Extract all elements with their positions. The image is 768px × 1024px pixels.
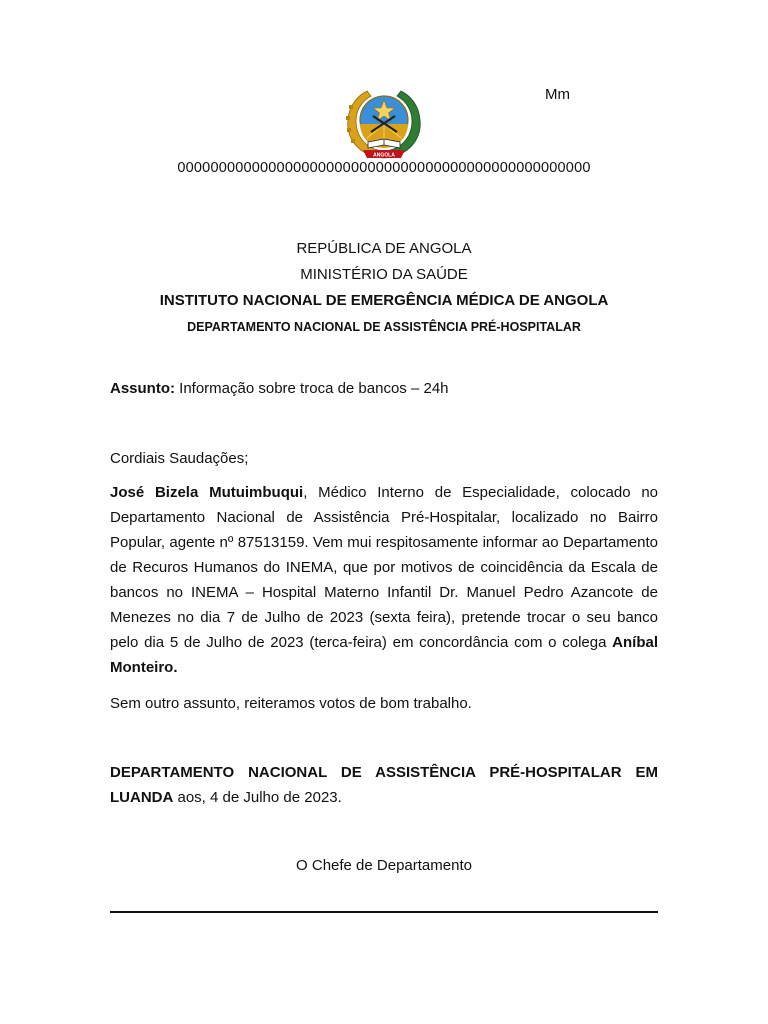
corner-mark: Mm	[545, 86, 570, 103]
emblem-caption: ANGOLA	[373, 152, 395, 159]
closing-line: Sem outro assunto, reiteramos votos de bom trabalho.	[110, 695, 472, 712]
colleague-name: Aníbal Monteiro.	[110, 634, 658, 676]
subject-text: Informação sobre troca de bancos – 24h	[175, 380, 449, 397]
header-institute: INSTITUTO NACIONAL DE EMERGÊNCIA MÉDICA DE ANGOLA	[159, 292, 609, 309]
header-republic: REPÚBLICA DE ANGOLA	[296, 240, 472, 257]
place-date-line	[110, 760, 658, 810]
subject-line	[110, 376, 658, 401]
greeting: Cordiais Saudações;	[110, 450, 249, 467]
zeros-line: 00000000000000000000000000000000000000000000000000	[177, 160, 591, 176]
place-date: aos, 4 de Julho de 2023.	[173, 789, 342, 806]
body-text: , Médico Interno de Especialidade, colocado no Departamento Nacional de Assistência Pré-Hospitalar, localizado no Bairro Popular, agente nº 87513159. Vem mui respitosamente informar ao Departamento de Recuros Humanos do INEMA, que por motivos de coincidência da Escala de bancos no INEMA – Hospital Materno Infantil Dr. Manuel Pedro Azancote de Menezes no dia 7 de Julho de 2023 (sexta feira), pretende trocar o seu banco pelo dia 5 de Julho de 2023 (terca-feira) em concordância com o colega	[110, 484, 658, 651]
signature-title: O Chefe de Departamento	[296, 857, 472, 874]
body-paragraph	[110, 480, 658, 680]
header-department: DEPARTAMENTO NACIONAL DE ASSISTÊNCIA PRÉ-HOSPITALAR	[187, 320, 581, 334]
sender-name: José Bizela Mutuimbuqui	[110, 484, 304, 501]
place-department: DEPARTAMENTO NACIONAL DE ASSISTÊNCIA PRÉ-HOSPITALAR EM LUANDA	[110, 764, 658, 806]
subject-label: Assunto:	[110, 380, 175, 397]
signature-line	[110, 911, 658, 913]
angola-coat-of-arms-emblem	[343, 86, 425, 162]
header-ministry: MINISTÉRIO DA SAÚDE	[300, 266, 468, 283]
